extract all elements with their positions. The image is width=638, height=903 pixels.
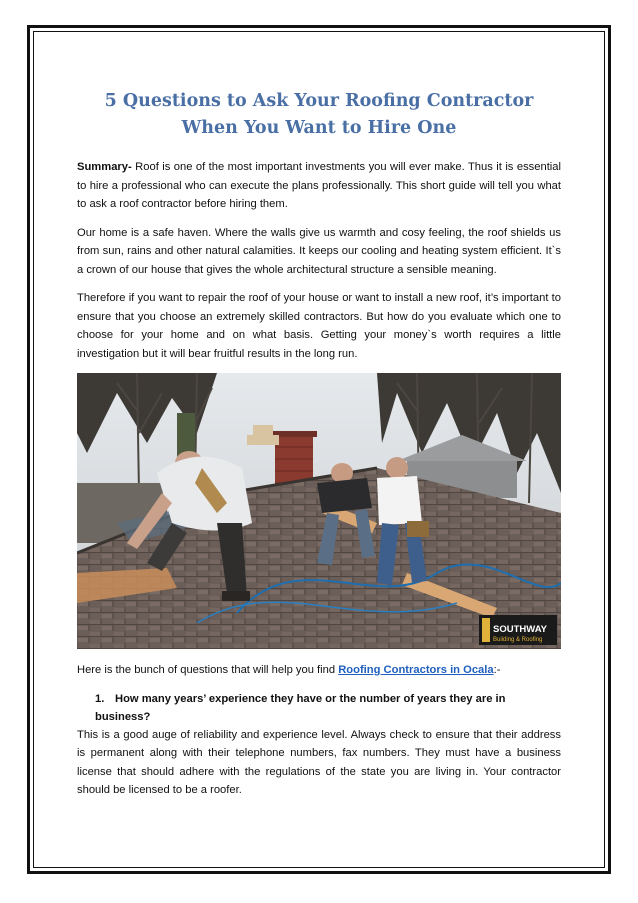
intro-suffix: :- bbox=[493, 664, 501, 676]
roofers-photo bbox=[77, 373, 561, 649]
logo-text-sub: Building & Roofing bbox=[493, 637, 543, 643]
roofing-contractors-link[interactable]: Roofing Contractors in Ocala bbox=[338, 664, 494, 676]
southway-logo bbox=[479, 615, 557, 645]
intro-text: Here is the bunch of questions that will help you find bbox=[77, 664, 339, 676]
question-1-number: 1. bbox=[95, 692, 105, 705]
summary-paragraph bbox=[77, 158, 561, 214]
summary-label: Summary- bbox=[77, 161, 132, 173]
title-line-1: 5 Questions to Ask Your Roofing Contractor bbox=[104, 91, 534, 111]
title-line-2: When You Want to Hire One bbox=[181, 118, 457, 138]
question-1-body: This is a good auge of reliability and experience level. Always check to ensure that their address is permanent along with their telephone numbers, fax numbers. They must have a business license that should adhere with the regulations of the state you are living in. Your contractor should be licensed to be a roofer. bbox=[77, 728, 561, 796]
document-body bbox=[77, 88, 561, 810]
paragraph-safe-haven: Our home is a safe haven. Where the walls give us warmth and cosy feeling, the roof shields us from sun, rains and other natural calamities. It keeps our cooling and heating system efficient. It`s a crown of our house that gives the whole architectural structure a sensible meaning. bbox=[77, 226, 561, 276]
document-title bbox=[77, 88, 561, 142]
questions-intro bbox=[77, 661, 561, 680]
question-1-text: How many years’ experience they have or the number of years they are in business? bbox=[95, 692, 506, 723]
question-1-heading bbox=[95, 690, 561, 726]
paragraph-choose-contractor: Therefore if you want to repair the roof of your house or want to install a new roof, it’s important to ensure that you choose an extremely skilled contractors. But how do you evaluate which one to choose for your home and on what basis. Getting your money`s worth requires a little investigation but it will bear fruitful results in the long run. bbox=[77, 292, 561, 360]
logo-text-main: SOUTHWAY bbox=[493, 624, 548, 635]
summary-text: Roof is one of the most important investments you will ever make. Thus it is essential to hire a professional who can execute the plans professionally. This short guide will tell you what to ask a roof contractor before hiring them. bbox=[77, 161, 561, 210]
